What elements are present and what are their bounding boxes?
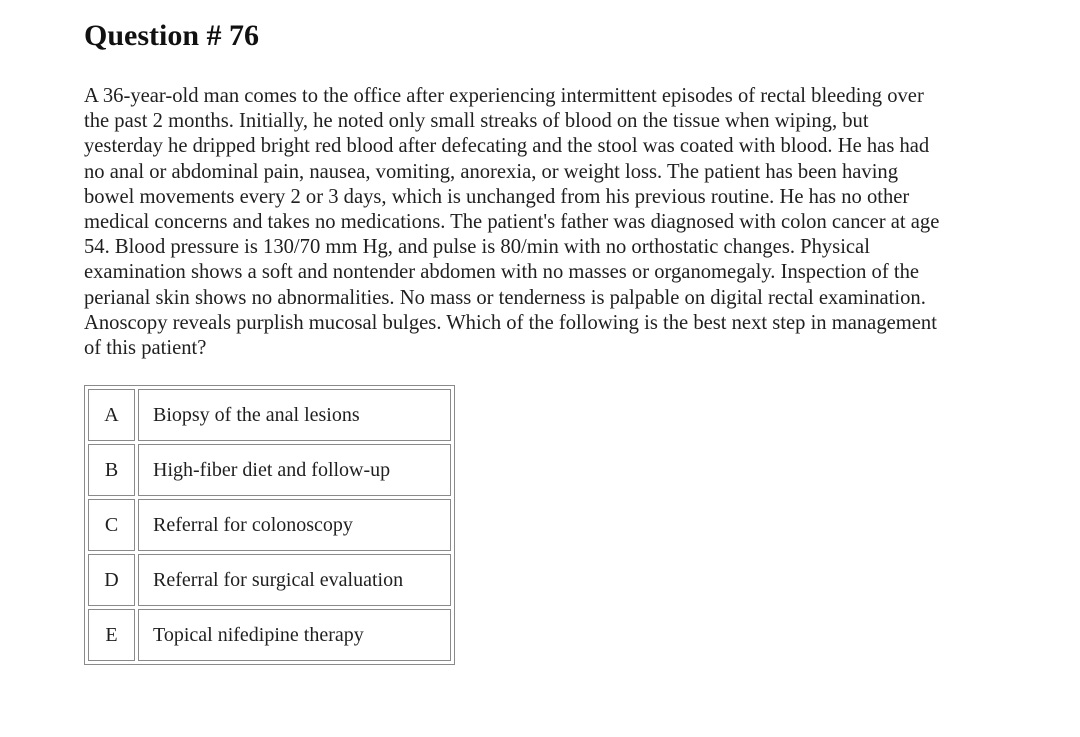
option-letter[interactable]: B [88, 444, 135, 496]
option-letter[interactable]: E [88, 609, 135, 661]
stem-line: no anal or abdominal pain, nausea, vomiting, anorexia, or weight loss. The patient has been having [84, 160, 899, 183]
option-letter[interactable]: D [88, 554, 135, 606]
stem-line: Anoscopy reveals purplish mucosal bulges. Which of the following is the best next step in management [84, 311, 937, 334]
stem-line: examination shows a soft and nontender abdomen with no masses or organomegaly. Inspection of the [84, 261, 920, 284]
stem-line: A 36-year-old man comes to the office after experiencing intermittent episodes of rectal bleeding over [84, 85, 924, 107]
option-row-b[interactable] [88, 444, 451, 496]
answer-options-table [84, 385, 455, 665]
option-text[interactable]: Biopsy of the anal lesions [138, 389, 451, 441]
stem-line: the past 2 months. Initially, he noted only small streaks of blood on the tissue when wiping, but [84, 110, 869, 133]
stem-line: bowel movements every 2 or 3 days, which is unchanged from his previous routine. He has no other [84, 185, 910, 208]
option-text[interactable]: High-fiber diet and follow-up [138, 444, 451, 496]
stem-line: yesterday he dripped bright red blood after defecating and the stool was coated with blood. He has had [84, 135, 930, 158]
question-stem [84, 84, 1009, 361]
option-row-e[interactable] [88, 609, 451, 661]
question-title: Question # 76 [84, 19, 260, 52]
option-text[interactable]: Referral for surgical evaluation [138, 554, 451, 606]
option-text[interactable]: Topical nifedipine therapy [138, 609, 451, 661]
stem-line: perianal skin shows no abnormalities. No mass or tenderness is palpable on digital rectal examination. [84, 286, 926, 309]
option-letter[interactable]: C [88, 499, 135, 551]
stem-line: 54. Blood pressure is 130/70 mm Hg, and pulse is 80/min with no orthostatic changes. Physical [84, 236, 870, 259]
option-text[interactable]: Referral for colonoscopy [138, 499, 451, 551]
question-page [84, 0, 1014, 665]
option-row-c[interactable] [88, 499, 451, 551]
option-row-a[interactable] [88, 389, 451, 441]
option-letter[interactable]: A [88, 389, 135, 441]
option-row-d[interactable] [88, 554, 451, 606]
stem-line: of this patient? [84, 337, 207, 360]
stem-line: medical concerns and takes no medications. The patient's father was diagnosed with colon cancer at age [84, 211, 940, 234]
